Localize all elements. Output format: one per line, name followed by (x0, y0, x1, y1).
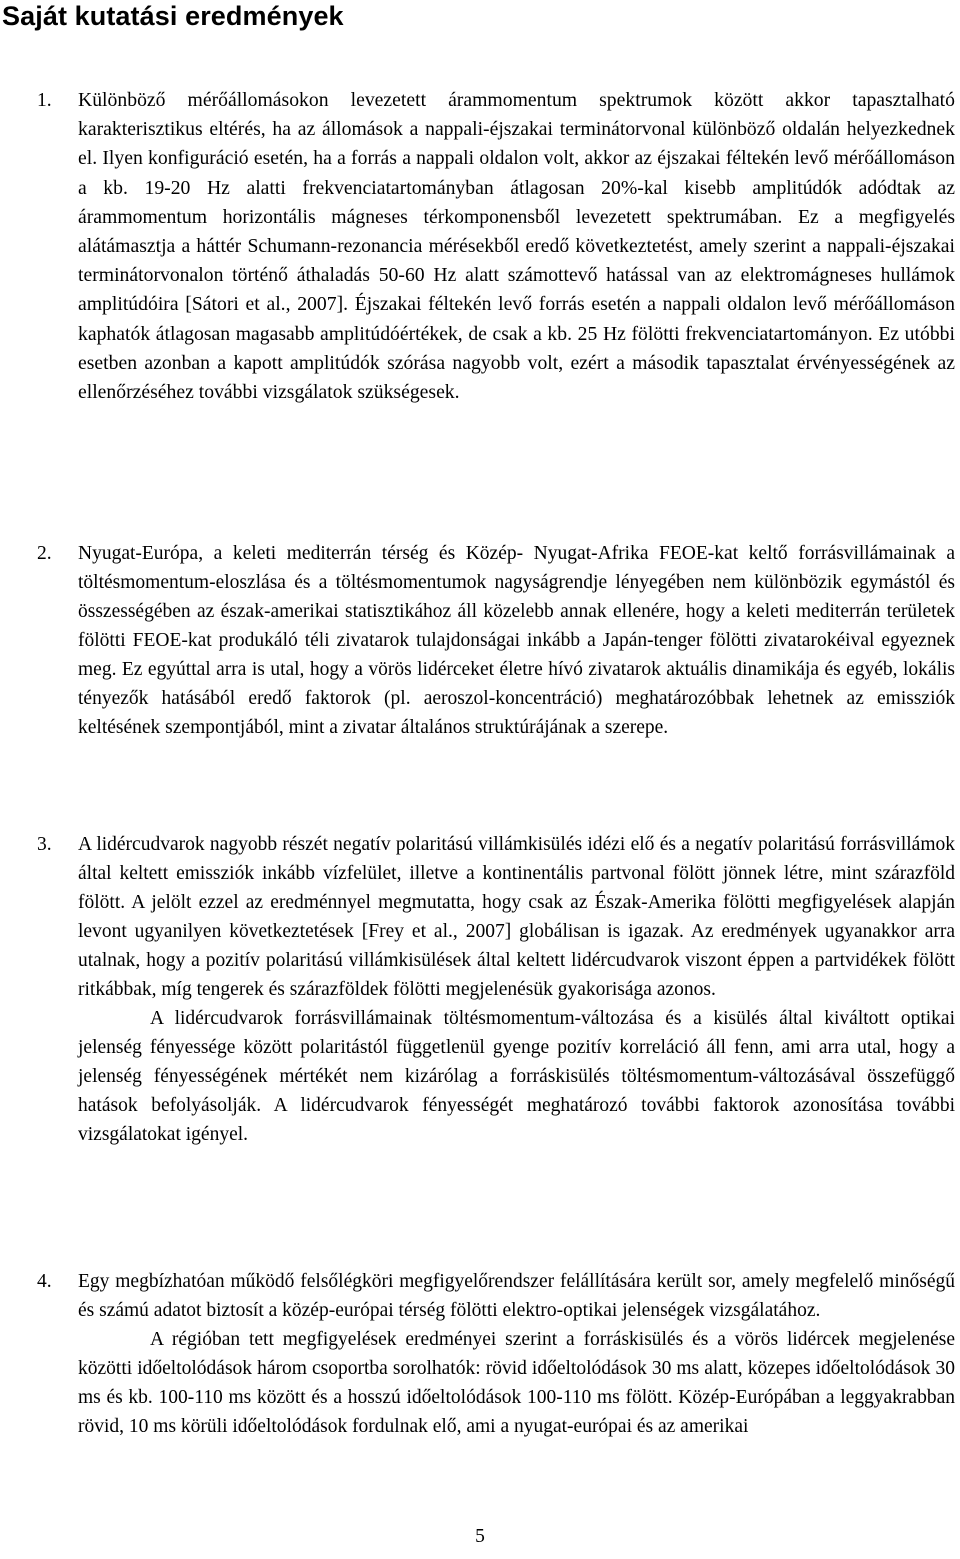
item-number: 4. (37, 1271, 52, 1292)
paragraph: A régióban tett megfigyelések eredményei szerint a forráskisülés és a vörös lidércek megjelenése közötti időeltolódások három csoportba sorolhatók: rövid időeltolódások 30 ms alatt, közepes időeltolódások 30 ms és kb. 100-110 ms között és a hosszú időeltolódások 100-110 ms fölött. Közép-Európában a leggyakrabban rövid, 10 ms körüli időeltolódások fordulnak elő, ami a nyugat-európai és az amerikai (78, 1329, 955, 1437)
section-title: Saját kutatási eredmények (2, 1, 344, 31)
item-body (78, 830, 955, 1149)
item-number: 2. (37, 543, 52, 564)
paragraph: Különböző mérőállomásokon levezetett árammomentum spektrumok között akkor tapasztalható karakterisztikus eltérés, ha az állomások a nappali-éjszakai terminátorvonal különböző oldalán helyezkednek el. Ilyen konfiguráció esetén, ha a forrás a nappali oldalon volt, akkor az éjszakai féltekén levő mérőállomáson a kb. 19-20 Hz alatti frekvenciatartományban átlagosan 20%-kal kisebb amplitúdók adódtak az árammomentum horizontális mágneses térkomponensből levezetett spektrumában. Ez a megfigyelés alátámasztja a háttér Schumann-rezonancia mérésekből eredő következtetést, amely szerint a nappali-éjszakai terminátorvonalon történő áthaladás 50-60 Hz alatt számottevő hatással van az elektromágneses hullámok amplitúdóira [Sátori et al., 2007]. Éjszakai féltekén levő forrás esetén a nappali oldalon levő mérőállomáson kaphatók átlagosan magasabb amplitúdóértékek, de csak a kb. 25 Hz fölötti frekvenciatartományon. Ez utóbbi esetben azonban a kapott amplitúdók szórása nagyobb volt, ezért a második tapasztalat érvényességének az ellenőrzéséhez további vizsgálatok szükségesek. (78, 89, 955, 404)
item-body (78, 539, 955, 742)
item-number: 1. (37, 90, 52, 111)
paragraph: A lidércudvarok nagyobb részét negatív polaritású villámkisülés idézi elő és a negatív polaritású forrásvillámok által keltett emissziók inkább vízfelület, illetve a kontinentális partvonal fölött jönnek létre, mint szárazföld fölött. A jelölt ezzel az eredménnyel megmutatta, hogy csak az Észak-Amerika fölötti megfigyelések alapján levont ugyanilyen következtetések [Frey et al., 2007] globálisan is igazak. Az eredmények ugyanakkor arra utalnak, hogy a pozitív polaritású villámkisülések által keltett lidércudvarok viszont éppen a partvidékek fölött ritkábbak, míg tengerek és szárazföldek fölötti megjelenésük gyakorisága azonos. (78, 834, 955, 1000)
page-number: 5 (475, 1526, 485, 1547)
item-body (78, 86, 955, 407)
item-body (78, 1267, 955, 1441)
paragraph: Nyugat-Európa, a keleti mediterrán térség és Közép- Nyugat-Afrika FEOE-kat keltő forrásvillámainak a töltésmomentum-eloszlása és a töltésmomentumok nagyságrendje lényegében nem különbözik egymástól és összességében az észak-amerikai statisztikához áll közelebb annak ellenére, hogy a keleti mediterrán területek fölötti FEOE-kat produkáló téli zivatarok tulajdonságai inkább a Japán-tenger fölötti zivatarokéival egyeznek meg. Ez egyúttal arra is utal, hogy a vörös lidérceket életre hívó zivatarok aktuális dinamikája és egyéb, lokális tényezők hatásából eredő faktorok (pl. aeroszol-koncentráció) meghatározóbbak lehetnek az emissziók keltésének szempontjából, mint a zivatar általános struktúrájának a szerepe. (78, 543, 955, 738)
paragraph: A lidércudvarok forrásvillámainak töltésmomentum-változása és a kisülés által kiváltott optikai jelenség fényessége között polaritástól függetlenül gyenge pozitív korreláció áll fenn, ami arra utal, hogy a jelenség fényességének mértékét nem kizárólag a forráskisülés töltésmomentum-változásával összefüggő hatások befolyásolják. A lidércudvarok fényességét meghatározó további faktorok azonosítása további vizsgálatokat igényel. (78, 1008, 955, 1145)
paragraph: Egy megbízhatóan működő felsőlégköri megfigyelőrendszer felállítására került sor, amely megfelelő minőségű és számú adatot biztosít a közép-európai térség fölötti elektro-optikai jelenségek vizsgálatához. (78, 1271, 955, 1321)
item-number: 3. (37, 834, 52, 855)
